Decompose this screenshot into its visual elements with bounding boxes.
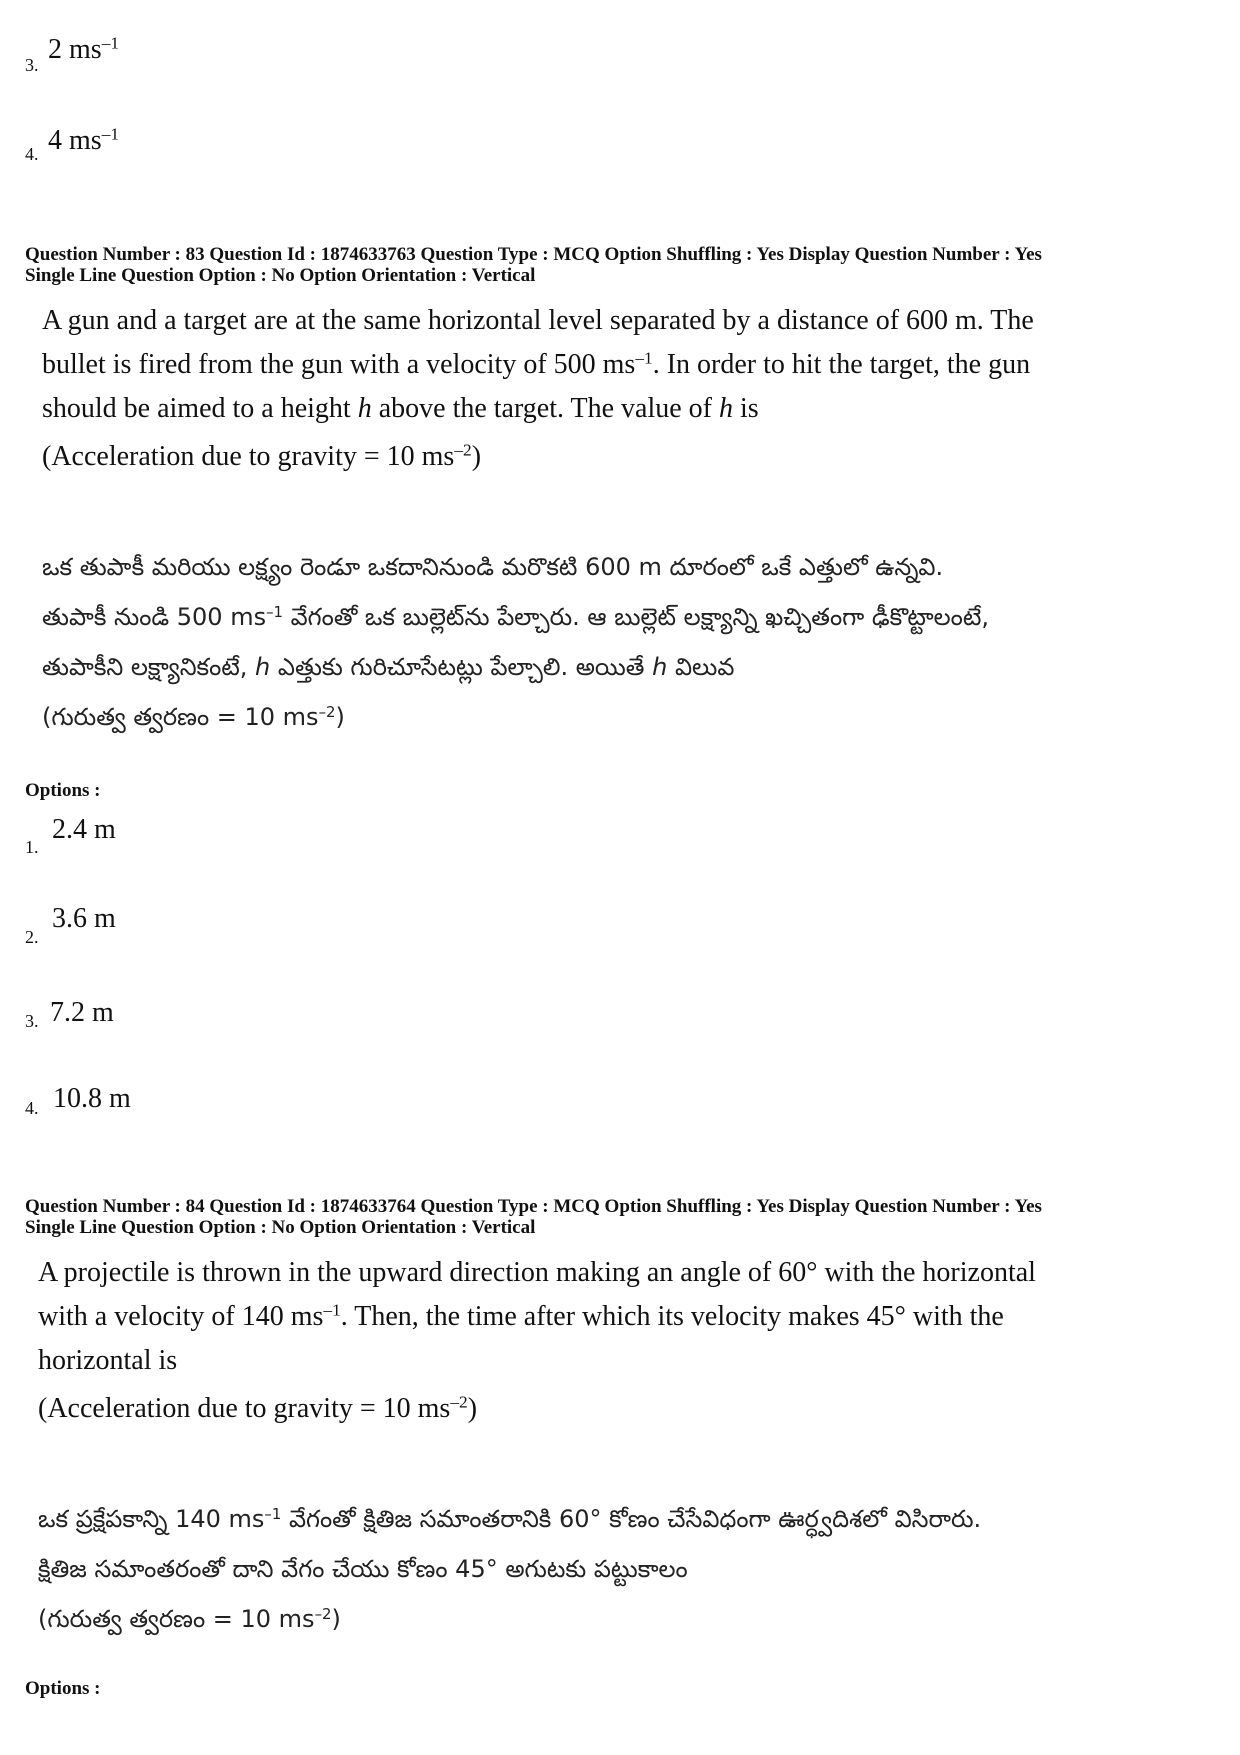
text-run: . In order to hit the target, the gun [652, 349, 1031, 380]
text-run: విలువ [667, 653, 735, 681]
variable: h [719, 393, 733, 424]
question-line: A projectile is thrown in the upward direction making an angle of 60° with the horizontal [38, 1257, 1036, 1288]
option-number: 4. [25, 144, 39, 164]
text-run: ఎత్తుకు గురిచూసేటట్లు పేల్చాలి. అయితే [270, 653, 653, 681]
option-value [48, 124, 120, 156]
text-run: . Then, the time after which its velocity makes 45° with the [340, 1301, 1004, 1332]
question-line [38, 1494, 981, 1544]
question-line [38, 1295, 1036, 1339]
options-label: Options : [25, 1678, 101, 1699]
question-line [42, 343, 1034, 387]
question-line: ఒక తుపాకీ మరియు లక్ష్యం రెండూ ఒకదానినుండి మరొకటి 600 m దూరంలో ఒకే ఎత్తులో ఉన్నవి. [42, 553, 944, 581]
question-text-telugu [42, 542, 989, 742]
superscript: –1 [264, 1504, 282, 1523]
text-run: తుపాకీ నుండి 500 ms [42, 603, 267, 631]
option-number: 2. [25, 927, 39, 947]
superscript: –1 [266, 602, 283, 621]
question-meta-line: Question Number : 83 Question Id : 1874633763 Question Type : MCQ Option Shuffling : Yes Display Question Number : Yes [25, 244, 1042, 265]
question-line [42, 642, 989, 692]
option-number: 3. [25, 1011, 39, 1031]
option-value [48, 33, 120, 65]
superscript: –2 [314, 1604, 332, 1623]
question-meta-line: Single Line Question Option : No Option Orientation : Vertical [25, 265, 536, 286]
option-number: 1. [25, 837, 39, 857]
text-run: above the target. The value of [371, 393, 719, 424]
option-value: 10.8 m [53, 1083, 131, 1114]
option-text: 2 ms [48, 34, 102, 65]
option-value: 3.6 m [52, 903, 116, 934]
question-line [42, 692, 989, 742]
text-run: with a velocity of 140 ms [38, 1301, 324, 1332]
options-label: Options : [25, 780, 101, 801]
superscript: –2 [450, 1392, 468, 1412]
variable: h [652, 653, 668, 681]
text-run: వేగంతో క్షితిజ సమాంతరానికి 60° కోణం చేసేవిధంగా ఊర్ధ్వదిశలో విసిరారు. [281, 1505, 982, 1533]
text-run: ) [335, 703, 345, 731]
question-meta [25, 1196, 1042, 1238]
question-line: A gun and a target are at the same horizontal level separated by a distance of 600 m. The [42, 305, 1034, 336]
variable: h [255, 653, 271, 681]
superscript: –2 [454, 440, 472, 460]
text-run: should be aimed to a height [42, 393, 358, 424]
text-run: (Acceleration due to gravity = 10 ms [42, 441, 455, 472]
question-text-english [38, 1251, 1036, 1431]
text-run: ) [471, 441, 482, 472]
text-run: వేగంతో ఒక బుల్లెట్‌ను పేల్చారు. ఆ బుల్లెట్ లక్ష్యాన్ని ఖచ్చితంగా ఢీకొట్టాలంటే, [282, 603, 989, 631]
question-line [38, 1594, 981, 1644]
option-value: 7.2 m [50, 997, 114, 1028]
text-run: ఒక ప్రక్షేపకాన్ని 140 ms [38, 1505, 265, 1533]
question-meta-line: Single Line Question Option : No Option Orientation : Vertical [25, 1217, 536, 1238]
superscript: –2 [318, 702, 336, 721]
question-text-english [42, 299, 1034, 479]
superscript: –1 [323, 1300, 341, 1320]
question-meta-line: Question Number : 84 Question Id : 1874633764 Question Type : MCQ Option Shuffling : Yes Display Question Number : Yes [25, 1196, 1042, 1217]
text-run: తుపాకీని లక్ష్యానికంటే, [42, 653, 256, 681]
question-line [38, 1387, 1036, 1431]
question-text-telugu [38, 1494, 981, 1644]
text-run: bullet is fired from the gun with a velocity of 500 ms [42, 349, 636, 380]
text-run: ) [331, 1605, 341, 1633]
question-meta [25, 244, 1042, 286]
text-run: (Acceleration due to gravity = 10 ms [38, 1393, 451, 1424]
question-line: క్షితిజ సమాంతరంతో దాని వేగం చేయు కోణం 45° అగుటకు పట్టుకాలం [38, 1555, 688, 1583]
text-run: (గురుత్వ త్వరణం = 10 ms [42, 703, 319, 731]
superscript: –1 [635, 348, 653, 368]
question-line [42, 592, 989, 642]
question-line [42, 435, 1034, 479]
option-number: 3. [25, 55, 39, 75]
option-text: 4 ms [48, 125, 102, 156]
question-line: horizontal is [38, 1345, 178, 1376]
text-run: is [733, 393, 759, 424]
superscript: –1 [101, 33, 120, 53]
text-run: ) [467, 1393, 478, 1424]
text-run: (గురుత్వ త్వరణం = 10 ms [38, 1605, 315, 1633]
option-value: 2.4 m [52, 814, 116, 845]
question-line [42, 387, 1034, 431]
option-number: 4. [25, 1098, 39, 1118]
variable: h [357, 393, 372, 424]
superscript: –1 [101, 124, 120, 144]
